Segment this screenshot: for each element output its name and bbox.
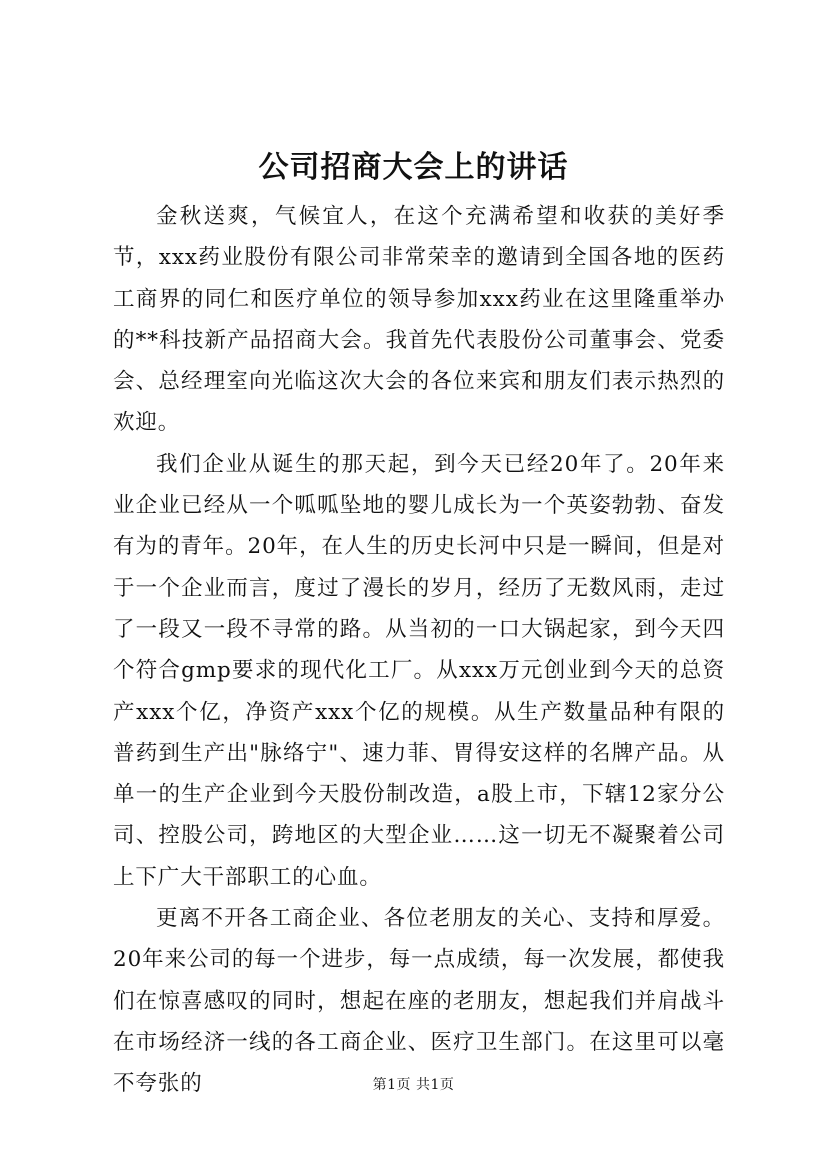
- document-body: [113, 196, 725, 1105]
- paragraph-3: 更离不开各工商企业、各位老朋友的关心、支持和厚爱。20年来公司的每一个进步，每一点成绩，每一次发展，都使我们在惊喜感叹的同时，想起在座的老朋友，想起我们并肩战斗在市场经济一线的各工商企业、医疗卫生部门。在这里可以毫不夸张的: [113, 906, 725, 1097]
- paragraph-2: 我们企业从诞生的那天起，到今天已经20年了。20年来业企业已经从一个呱呱坠地的婴儿成长为一个英姿勃勃、奋发有为的青年。20年，在人生的历史长河中只是一瞬间，但是对于一个企业而言，度过了漫长的岁月，经历了无数风雨，走过了一段又一段不寻常的路。从当初的一口大锅起家，到今天四个符合gmp要求的现代化工厂。从xxx万元创业到今天的总资产xxx个亿，净资产xxx个亿的规模。从生产数量品种有限的普药到生产出"脉络宁"、速力菲、胃得安这样的名牌产品。从单一的生产企业到今天股份制改造，a股上市，下辖12家分公司、控股公司，跨地区的大型企业……这一切无不凝聚着公司上下广大干部职工的心血。: [113, 451, 725, 890]
- page-footer: 第1页 共1页: [372, 1077, 455, 1093]
- document-title: 公司招商大会上的讲话: [258, 150, 569, 185]
- paragraph-1: 金秋送爽，气候宜人，在这个充满希望和收获的美好季节，xxx药业股份有限公司非常荣幸的邀请到全国各地的医药工商界的同仁和医疗单位的领导参加xxx药业在这里隆重举办的**科技新产品招商大会。我首先代表股份公司董事会、党委会、总经理室向光临这次大会的各位来宾和朋友们表示热烈的欢迎。: [113, 204, 725, 436]
